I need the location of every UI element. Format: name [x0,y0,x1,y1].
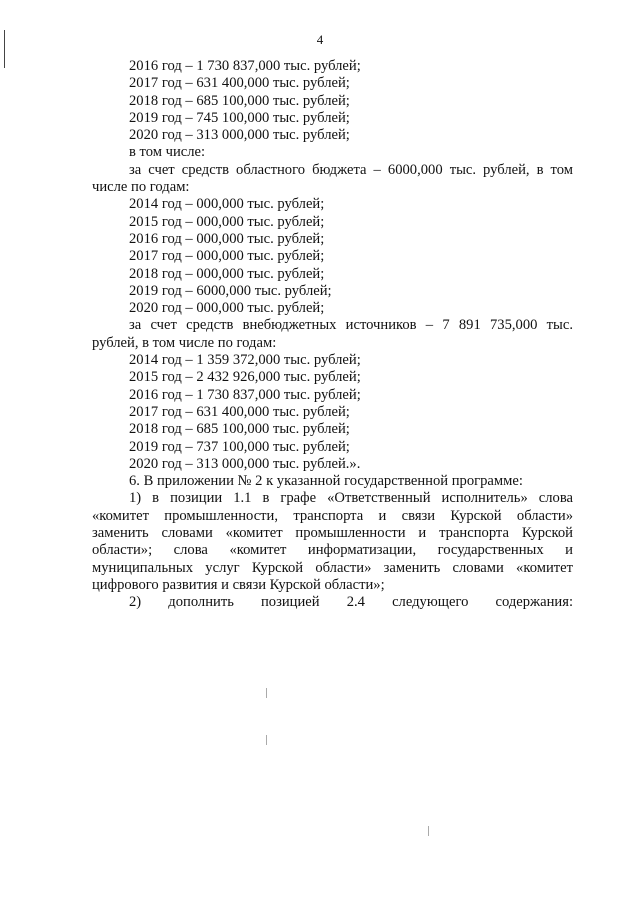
text-line: 2014 год – 1 359 372,000 тыс. рублей; [129,352,361,369]
text-line: рублей, в том числе по годам: [92,334,277,351]
text-line: 2017 год – 631 400,000 тыс. рублей; [129,75,350,92]
text-line: 2020 год – 313 000,000 тыс. рублей.». [129,455,361,472]
text-line: 2017 год – 631 400,000 тыс. рублей; [129,403,350,420]
text-line: 2016 год – 000,000 тыс. рублей; [129,230,325,247]
scan-speck [266,688,267,698]
scan-speck [428,826,429,836]
text-line: 2015 год – 2 432 926,000 тыс. рублей; [129,369,361,386]
text-line: области»; слова «комитет информатизации, государственных и [92,542,573,559]
text-line: заменить словами «комитет промышленности и транспорта Курской [92,525,573,542]
text-line: 2019 год – 745 100,000 тыс. рублей; [129,109,350,126]
text-line: 2014 год – 000,000 тыс. рублей; [129,196,325,213]
text-line: 2018 год – 685 100,000 тыс. рублей; [129,421,350,438]
scan-speck [266,735,267,745]
text-line: за счет средств внебюджетных источников – 7 891 735,000 тыс. [129,317,573,334]
text-line: муниципальных услуг Курской области» заменить словами «комитет [92,559,573,576]
text-line: 2016 год – 1 730 837,000 тыс. рублей; [129,386,361,403]
text-line: 2017 год – 000,000 тыс. рублей; [129,248,325,265]
text-line: 2020 год – 000,000 тыс. рублей; [129,300,325,317]
text-line: 2019 год – 6000,000 тыс. рублей; [129,282,332,299]
text-line: «комитет промышленности, транспорта и связи Курской области» [92,507,573,524]
text-line: 2018 год – 685 100,000 тыс. рублей; [129,92,350,109]
text-line: за счет средств областного бюджета – 6000,000 тыс. рублей, в том [129,161,573,178]
text-line: 1) в позиции 1.1 в графе «Ответственный исполнитель» слова [129,490,573,507]
text-line: 2019 год – 737 100,000 тыс. рублей; [129,438,350,455]
text-line: 2020 год – 313 000,000 тыс. рублей; [129,127,350,144]
text-line: 2016 год – 1 730 837,000 тыс. рублей; [129,58,361,74]
text-line: 2015 год – 000,000 тыс. рублей; [129,213,325,230]
document-body [92,58,573,612]
page-number: 4 [316,32,324,47]
text-line: 6. В приложении № 2 к указанной государственной программе: [129,473,523,490]
text-line: 2) дополнить позицией 2.4 следующего содержания: [129,594,573,611]
text-line: в том числе: [129,144,206,161]
text-line: 2018 год – 000,000 тыс. рублей; [129,265,325,282]
text-line: числе по годам: [92,179,190,196]
text-line: цифрового развития и связи Курской области»; [92,576,385,593]
